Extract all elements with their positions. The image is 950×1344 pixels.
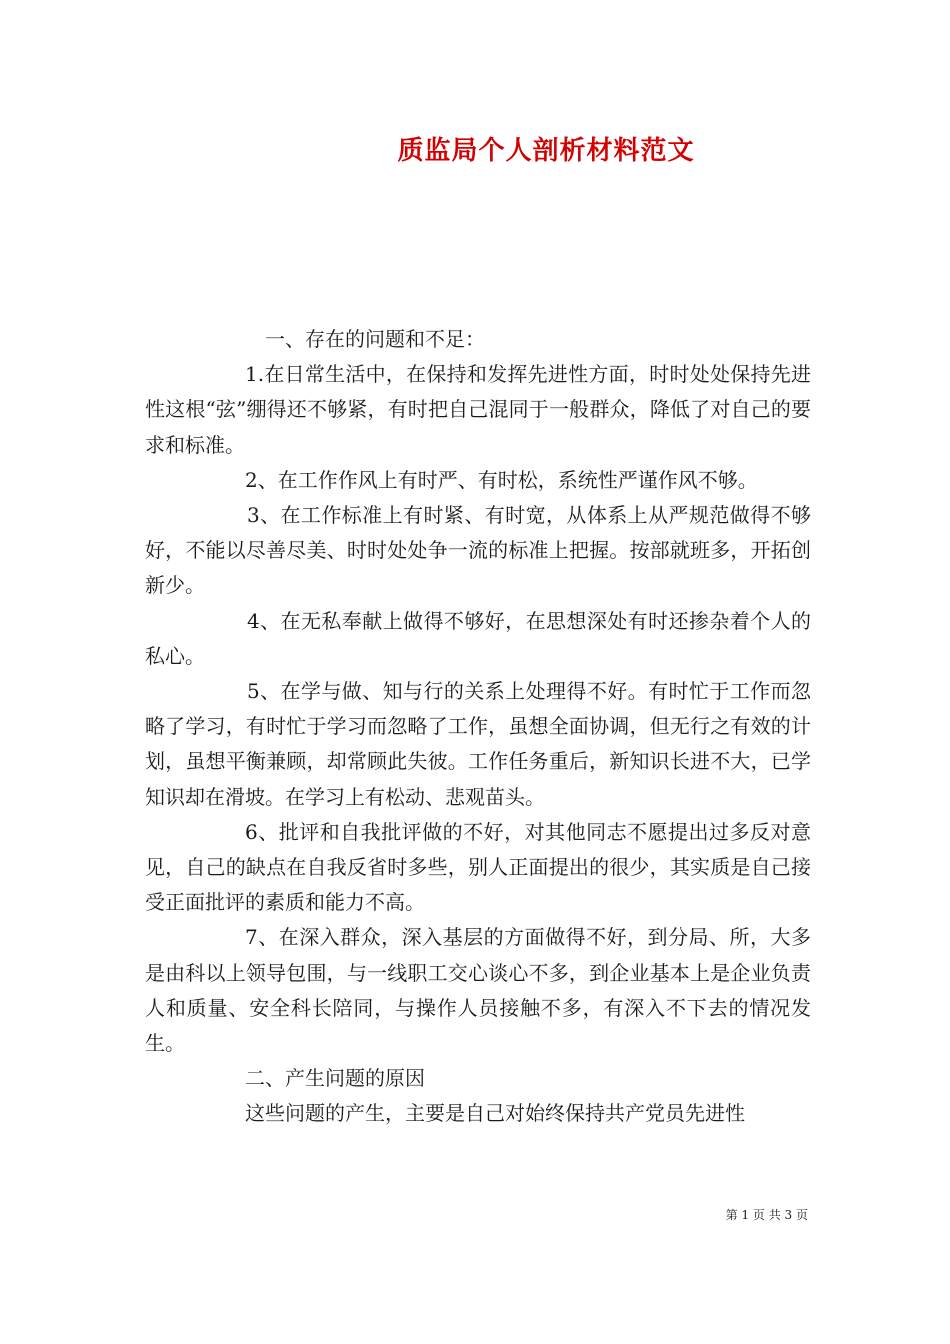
paragraph-item-5: 5、在学与做、知与行的关系上处理得不好。有时忙于工作而忽略了学习，有时忙于学习而忽略了工作，虽想全面协调，但无行之有效的计划，虽想平衡兼顾，却常顾此失彼。工作任务重后，新知识长进不大，已学知识却在滑坡。在学习上有松动、悲观苗头。 <box>145 679 811 809</box>
document-title: 质监局个人剖析材料范文 <box>397 136 695 166</box>
paragraph-item-4: 4、在无私奉献上做得不够好，在思想深处有时还掺杂着个人的私心。 <box>145 608 811 668</box>
page-footer: 第 1 页 共 3 页 <box>725 1208 808 1222</box>
paragraph-causes: 这些问题的产生，主要是自己对始终保持共产党员先进性 <box>245 1101 745 1126</box>
section-heading-problems: 一、存在的问题和不足： <box>265 327 485 351</box>
paragraph-item-2: 2、在工作作风上有时严、有时松，系统性严谨作风不够。 <box>245 467 758 492</box>
document-body <box>145 322 811 1132</box>
paragraph-item-6: 6、批评和自我批评做的不好，对其他同志不愿提出过多反对意见，自己的缺点在自我反省时多些，别人正面提出的很少，其实质是自己接受正面批评的素质和能力不高。 <box>145 819 811 915</box>
section-heading-causes: 二、产生问题的原因 <box>245 1066 425 1091</box>
paragraph-item-7: 7、在深入群众，深入基层的方面做得不好，到分局、所，大多是由科以上领导包围，与一线职工交心谈心不多，到企业基本上是企业负责人和质量、安全科长陪同，与操作人员接触不多，有深入不下去的情况发生。 <box>145 925 811 1056</box>
paragraph-item-1: 1.在日常生活中，在保持和发挥先进性方面，时时处处保持先进性这根“弦”绷得还不够紧，有时把自己混同于一般群众，降低了对自己的要求和标准。 <box>145 362 811 457</box>
paragraph-item-3: 3、在工作标准上有时紧、有时宽，从体系上从严规范做得不够好，不能以尽善尽美、时时处处争一流的标准上把握。按部就班多，开拓创新少。 <box>145 503 811 598</box>
